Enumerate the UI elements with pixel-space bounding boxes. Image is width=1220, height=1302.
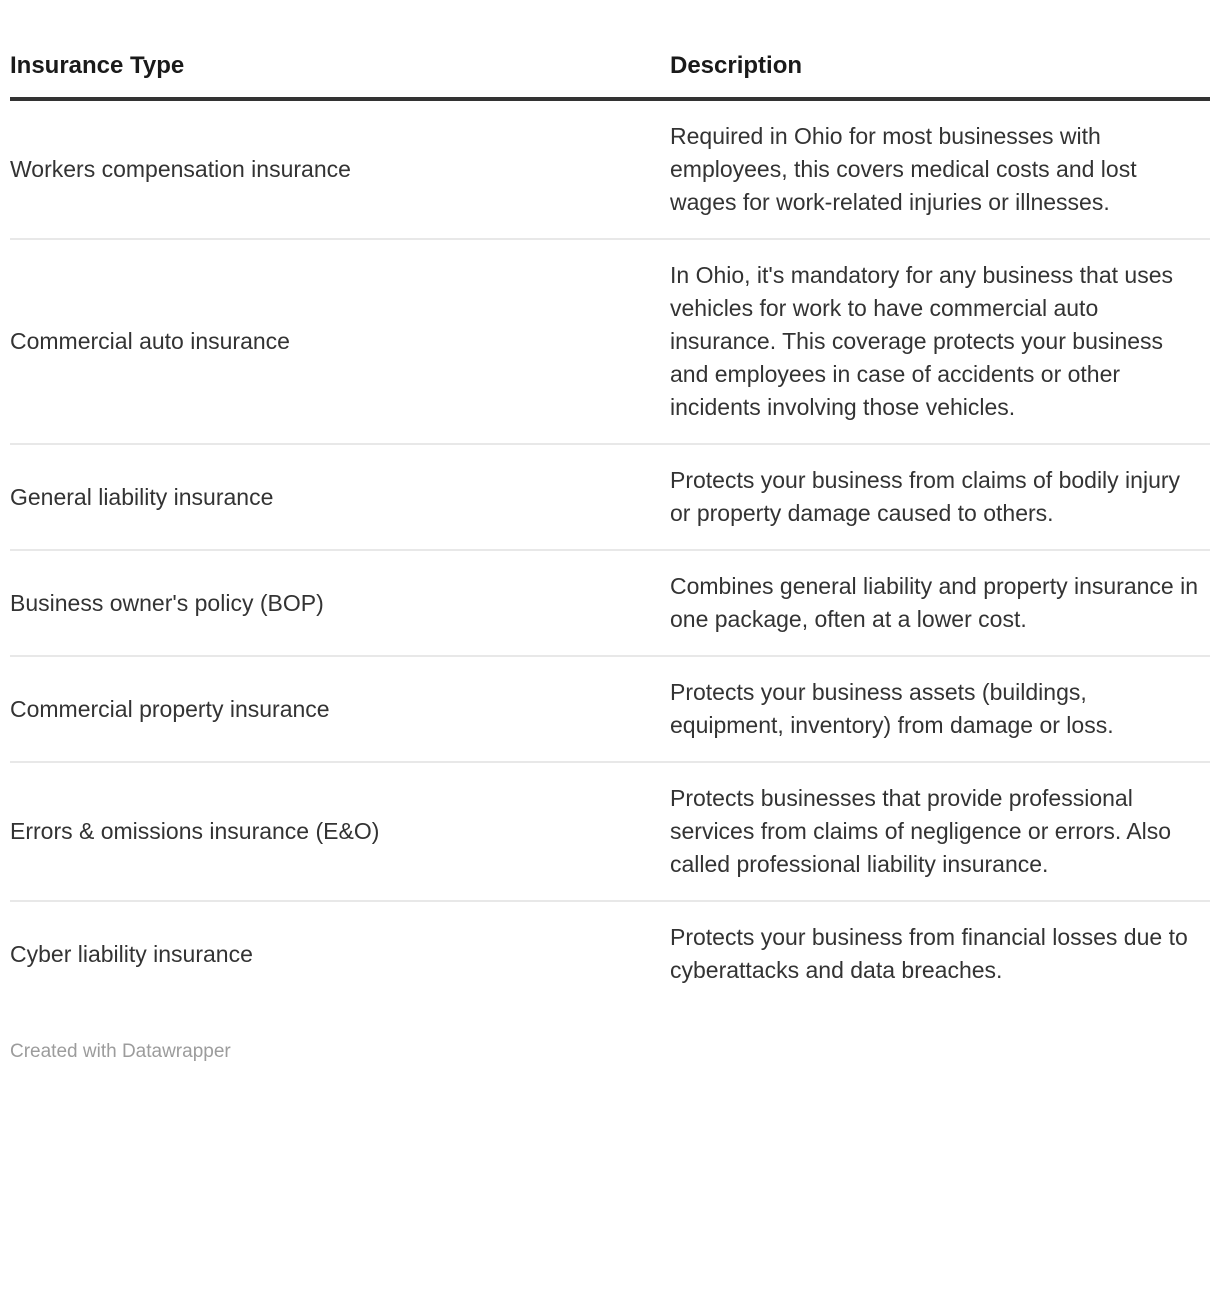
insurance-type-cell: Workers compensation insurance [10,99,670,239]
description-cell: In Ohio, it's mandatory for any business that uses vehicles for work to have commercial auto insurance. This coverage protects your business and employees in case of accidents or other incidents involving those vehicles. [670,239,1210,444]
insurance-type-cell: Errors & omissions insurance (E&O) [10,762,670,901]
table-row [10,901,1210,1006]
table-row [10,762,1210,901]
table-header [10,49,1210,99]
insurance-type-cell: Cyber liability insurance [10,940,253,967]
description-cell: Protects your business assets (buildings, equipment, inventory) from damage or loss. [670,656,1210,762]
description-cell: Required in Ohio for most businesses with employees, this covers medical costs and lost wages for work-related injuries or illnesses. [670,99,1210,239]
column-header-description: Description [670,49,1210,99]
table-row [10,550,1210,656]
table-row [10,444,1210,550]
description-cell: Combines general liability and property insurance in one package, often at a lower cost. [670,550,1210,656]
table-row [10,99,1210,239]
insurance-type-cell: General liability insurance [10,444,670,550]
attribution-link[interactable]: Created with Datawrapper [10,1041,231,1062]
insurance-type-cell: Business owner's policy (BOP) [10,550,670,656]
insurance-types-table [10,49,1210,1006]
insurance-type-cell: Commercial property insurance [10,656,670,762]
description-cell: Protects businesses that provide professional services from claims of negligence or errors. Also called professional liability insurance. [670,762,1210,901]
table-row [10,239,1210,444]
table-body [10,99,1210,1006]
insurance-type-cell: Commercial auto insurance [10,239,670,444]
description-cell: Protects your business from financial losses due to cyberattacks and data breaches. [670,924,1188,983]
header-row [10,49,1210,99]
column-header-insurance-type: Insurance Type [10,49,670,99]
table-row [10,656,1210,762]
description-cell: Protects your business from claims of bodily injury or property damage caused to others. [670,444,1210,550]
